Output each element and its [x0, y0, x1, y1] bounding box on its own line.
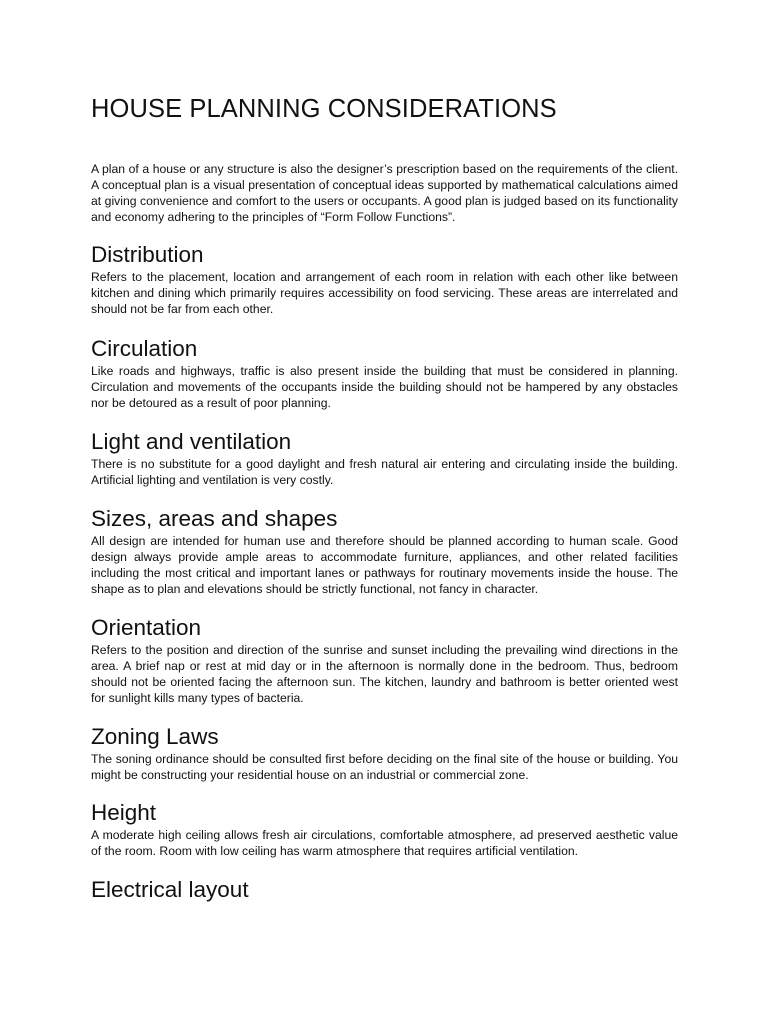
section-heading-zoning-laws: Zoning Laws [91, 724, 219, 749]
document-title: HOUSE PLANNING CONSIDERATIONS [91, 95, 557, 123]
section-body-orientation: Refers to the position and direction of the sunrise and sunset including the prevailing wind directions in the area. A brief nap or rest at mid day or in the afternoon is normally done in the bedroom. Thus, bedroom should not be oriented facing the afternoon sun. The kitchen, laundry and bathroom is better oriented west for sunlight kills many types of bacteria. [91, 643, 678, 705]
section-heading-sizes-areas-shapes: Sizes, areas and shapes [91, 506, 338, 531]
section-body-height: A moderate high ceiling allows fresh air circulations, comfortable atmosphere, ad preserved aesthetic value of the room. Room with low ceiling has warm atmosphere that requires artificial ventilation. [91, 828, 678, 858]
section-zoning-laws [91, 723, 678, 783]
section-heading-height: Height [91, 800, 157, 825]
section-height [91, 799, 678, 859]
section-body-zoning-laws: The soning ordinance should be consulted first before deciding on the final site of the house or building. You might be constructing your residential house on an industrial or commercial zone. [91, 752, 678, 782]
section-sizes-areas-shapes [91, 505, 678, 597]
section-body-sizes-areas-shapes: All design are intended for human use and therefore should be planned according to human scale. Good design always provide ample areas to accommodate furniture, appliances, and other related facilities including the most critical and important lanes or pathways for routinary movements inside the house. The shape as to plan and elevations should be strictly functional, not fancy in character. [91, 534, 678, 596]
intro-paragraph: A plan of a house or any structure is also the designer’s prescription based on the requirements of the client. A conceptual plan is a visual presentation of conceptual ideas supported by mathematical calculations aimed at giving convenience and comfort to the users or occupants. A good plan is judged based on its functionality and economy adhering to the principles of “Form Follow Functions”. [91, 162, 678, 224]
section-heading-distribution: Distribution [91, 242, 204, 267]
section-distribution [91, 241, 678, 317]
section-circulation [91, 335, 678, 411]
section-light-and-ventilation [91, 428, 678, 488]
section-orientation [91, 614, 678, 706]
section-body-light-and-ventilation: There is no substitute for a good daylight and fresh natural air entering and circulating inside the building. Artificial lighting and ventilation is very costly. [91, 457, 678, 487]
section-body-circulation: Like roads and highways, traffic is also present inside the building that must be considered in planning. Circulation and movements of the occupants inside the building should not be hampered by any obstacles nor be detoured as a result of poor planning. [91, 364, 678, 410]
section-heading-electrical-layout: Electrical layout [91, 877, 249, 902]
section-heading-light-and-ventilation: Light and ventilation [91, 429, 292, 454]
section-heading-circulation: Circulation [91, 336, 198, 361]
section-body-distribution: Refers to the placement, location and arrangement of each room in relation with each other like between kitchen and dining which primarily requires accessibility on food servicing. These areas are interrelated and should not be far from each other. [91, 270, 678, 316]
section-heading-orientation: Orientation [91, 615, 202, 640]
section-electrical-layout [91, 876, 678, 904]
